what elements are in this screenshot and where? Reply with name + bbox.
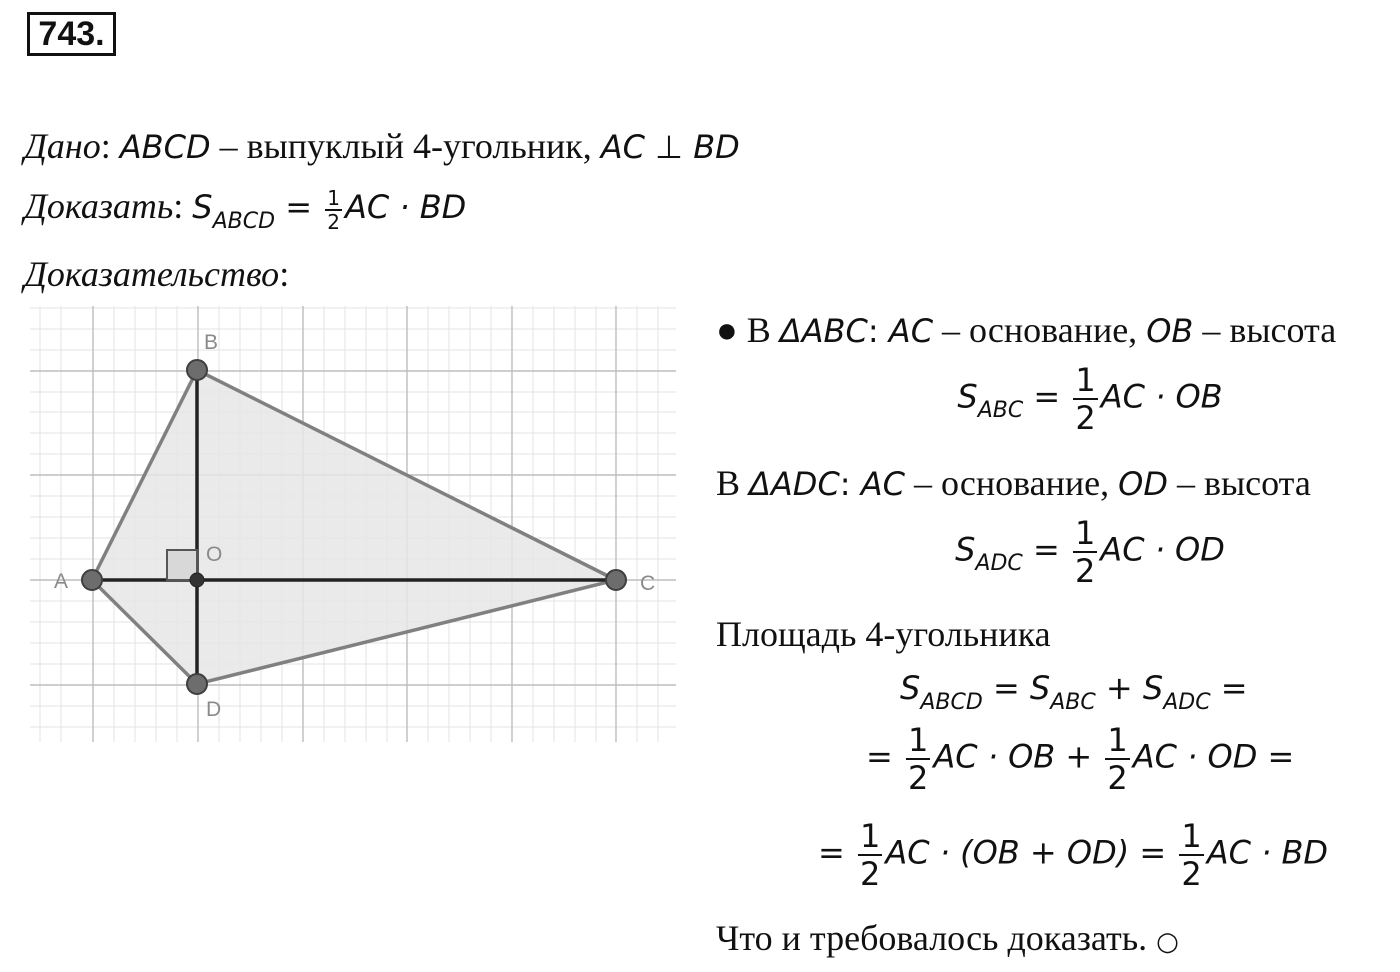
proof-label: Доказательство (24, 254, 280, 294)
abc-bullet: ● В (716, 310, 780, 350)
l1-eq1: = (982, 669, 1030, 707)
given-colon: : (100, 126, 111, 166)
label-c: C (640, 572, 656, 595)
area-line-1 (900, 665, 1248, 715)
prove-eq: = (275, 188, 323, 226)
l3-den2: 2 (1181, 855, 1202, 893)
l2-fraction-2 (1105, 722, 1129, 796)
proof-colon: : (279, 254, 290, 294)
l2-eq: = (866, 737, 903, 776)
step-adc (716, 461, 1311, 506)
abc-base: AC (888, 312, 934, 350)
l2-den2: 2 (1107, 759, 1128, 797)
area-line-2 (866, 722, 1294, 796)
l1-sub3: ADC (1163, 690, 1211, 715)
sabc-fraction (1073, 362, 1097, 436)
formula-sabc (900, 362, 1280, 436)
formula-sadc (900, 515, 1280, 589)
l3-num1: 1 (859, 817, 881, 855)
l1-sub1: ABCD (920, 690, 983, 715)
l1-s3: S (1142, 669, 1164, 707)
sadc-rhs: AC · OD (1100, 530, 1225, 569)
l2-num1: 1 (907, 721, 929, 759)
l3-term2: AC · BD (1206, 833, 1329, 872)
end-of-proof-icon: ○ (1156, 927, 1179, 957)
problem-number: 743. (27, 12, 116, 56)
adc-text1: – основание, (904, 463, 1119, 503)
sadc-eq: = (1022, 530, 1070, 569)
l2-term2: AC · OD = (1132, 737, 1295, 776)
sabc-den: 2 (1075, 399, 1096, 437)
adc-text2: – высота (1167, 463, 1311, 503)
given-quad: ABCD (119, 128, 211, 166)
l1-sub2: ABC (1050, 690, 1096, 715)
point-b (187, 360, 207, 380)
geometry-figure (0, 0, 700, 760)
l3-fraction-1 (858, 818, 882, 892)
step-abc (716, 308, 1336, 353)
l2-num2: 1 (1107, 721, 1128, 759)
l3-term1: AC · (OB + OD) = (885, 833, 1177, 872)
prove-num: 1 (327, 185, 340, 210)
l3-num2: 1 (1181, 817, 1202, 855)
conclusion-text: Что и требовалось доказать. (716, 918, 1157, 958)
l3-den1: 2 (859, 855, 881, 893)
adc-colon: : (839, 465, 861, 503)
prove-colon: : (173, 186, 184, 226)
l2-term1: AC · OB + (933, 737, 1103, 776)
prove-label: Доказать (24, 186, 174, 226)
given-text: – выпуклый 4-угольник, (210, 126, 601, 166)
adc-base: AC (860, 465, 905, 503)
sadc-den: 2 (1074, 552, 1096, 590)
area-label: Площадь 4-угольника (716, 614, 1051, 654)
abc-colon: : (867, 312, 889, 350)
point-d (187, 674, 207, 694)
l1-s1: S (900, 669, 921, 707)
sabc-num: 1 (1075, 361, 1096, 399)
sabc-eq: = (1023, 377, 1071, 416)
point-c (606, 570, 626, 590)
label-b: B (204, 331, 219, 354)
l2-den1: 2 (907, 759, 929, 797)
l1-plus: + (1095, 669, 1143, 707)
abc-triangle: ΔABC (779, 312, 868, 350)
sabc-sub: ABC (977, 398, 1024, 424)
abc-height: OB (1146, 312, 1194, 350)
quadrilateral-abcd (92, 370, 616, 684)
point-o (190, 573, 204, 587)
sadc-s: S (955, 530, 976, 569)
abc-text2: – высота (1193, 310, 1337, 350)
point-a (82, 570, 102, 590)
given-condition: AC ⊥ BD (600, 128, 740, 166)
label-d: D (206, 698, 222, 721)
conclusion (716, 916, 1179, 964)
l3-eq: = (818, 833, 855, 872)
prove-den: 2 (327, 209, 340, 234)
sadc-sub: ADC (975, 551, 1023, 577)
abc-text1: – основание, (933, 310, 1147, 350)
sabc-rhs: AC · OB (1100, 377, 1223, 416)
l1-eq2: = (1210, 669, 1248, 707)
sadc-fraction (1073, 515, 1097, 589)
prove-s: S (192, 188, 213, 226)
adc-prefix: В (716, 463, 750, 503)
l3-fraction-2 (1179, 818, 1203, 892)
label-a: A (54, 570, 69, 593)
prove-rhs: AC · BD (344, 188, 467, 226)
adc-height: OD (1118, 465, 1168, 503)
area-line-3 (818, 818, 1328, 892)
sabc-s: S (957, 377, 978, 416)
l1-s2: S (1029, 669, 1051, 707)
label-o: O (206, 543, 223, 566)
given-label: Дано (24, 126, 101, 166)
adc-triangle: ΔADC (749, 465, 840, 503)
sadc-num: 1 (1074, 514, 1096, 552)
l2-fraction-1 (906, 722, 930, 796)
prove-sub: ABCD (212, 209, 276, 234)
